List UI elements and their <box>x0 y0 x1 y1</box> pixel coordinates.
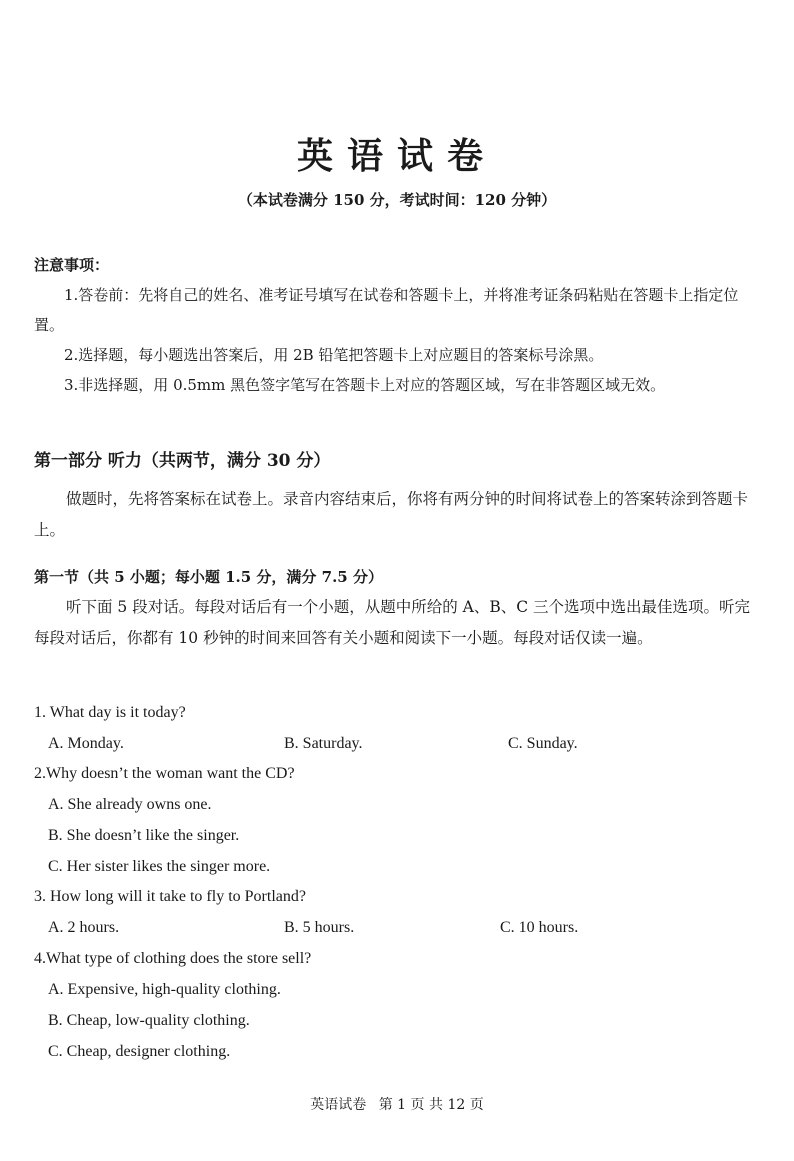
question-4-option-b: B. Cheap, low-quality clothing. <box>48 1012 250 1029</box>
footer-subject: 英语试卷 <box>310 1097 367 1113</box>
page-footer <box>0 1094 794 1114</box>
question-2-option-c: C. Her sister likes the singer more. <box>48 858 271 875</box>
section1-heading: 第一节（共 5 小题；每小题 1.5 分，满分 7.5 分） <box>34 568 383 586</box>
question-3-option-c: C. 10 hours. <box>500 919 579 936</box>
question-2-stem: 2.Why doesn’t the woman want the CD? <box>34 765 295 782</box>
question-2-option-b: B. She doesn’t like the singer. <box>48 827 240 844</box>
note-item-2-text: 2.选择题，每小题选出答案后，用 2B 铅笔把答题卡上对应题目的答案标号涂黑。 <box>64 346 604 364</box>
note-item-3 <box>34 370 764 400</box>
question-1-stem: 1. What day is it today? <box>34 704 186 721</box>
part1-instruction: 做题时，先将答案标在试卷上。录音内容结束后，你将有两分钟的时间将试卷上的答案转涂到答题卡上。 <box>34 490 749 539</box>
question-3-option-a: A. 2 hours. <box>48 919 120 936</box>
part1-heading: 第一部分 听力（共两节，满分 30 分） <box>34 451 331 471</box>
exam-title: 英语试卷 <box>296 135 497 177</box>
notes-heading: 注意事项： <box>34 256 110 274</box>
footer-page-info: 第 1 页 共 12 页 <box>378 1097 484 1113</box>
note-item-2 <box>34 340 764 370</box>
question-2-option-a: A. She already owns one. <box>48 796 212 813</box>
question-3-option-b: B. 5 hours. <box>284 919 355 936</box>
question-1-option-c: C. Sunday. <box>508 735 578 752</box>
question-4-option-a: A. Expensive, high-quality clothing. <box>48 981 281 998</box>
question-4-stem: 4.What type of clothing does the store sell? <box>34 950 312 967</box>
section1-instruction: 听下面 5 段对话。每段对话后有一个小题，从题中所给的 A、B、C 三个选项中选出最佳选项。听完每段对话后，你都有 10 秒钟的时间来回答有关小题和阅读下一小题。每段对话仅读一遍。 <box>34 598 751 647</box>
question-4-option-c: C. Cheap, designer clothing. <box>48 1043 231 1060</box>
note-item-1-text: 1.答卷前：先将自己的姓名、准考证号填写在试卷和答题卡上，并将准考证条码粘贴在答题卡上指定位置。 <box>34 286 739 334</box>
question-3-stem: 3. How long will it take to fly to Portland? <box>34 888 306 905</box>
question-1-option-b: B. Saturday. <box>284 735 363 752</box>
exam-subtitle: （本试卷满分 150 分，考试时间：120 分钟） <box>237 191 557 209</box>
note-item-3-text: 3.非选择题，用 0.5mm 黑色签字笔写在答题卡上对应的答题区域，写在非答题区域无效。 <box>64 376 666 394</box>
question-1-option-a: A. Monday. <box>48 735 124 752</box>
note-item-1 <box>34 280 764 340</box>
